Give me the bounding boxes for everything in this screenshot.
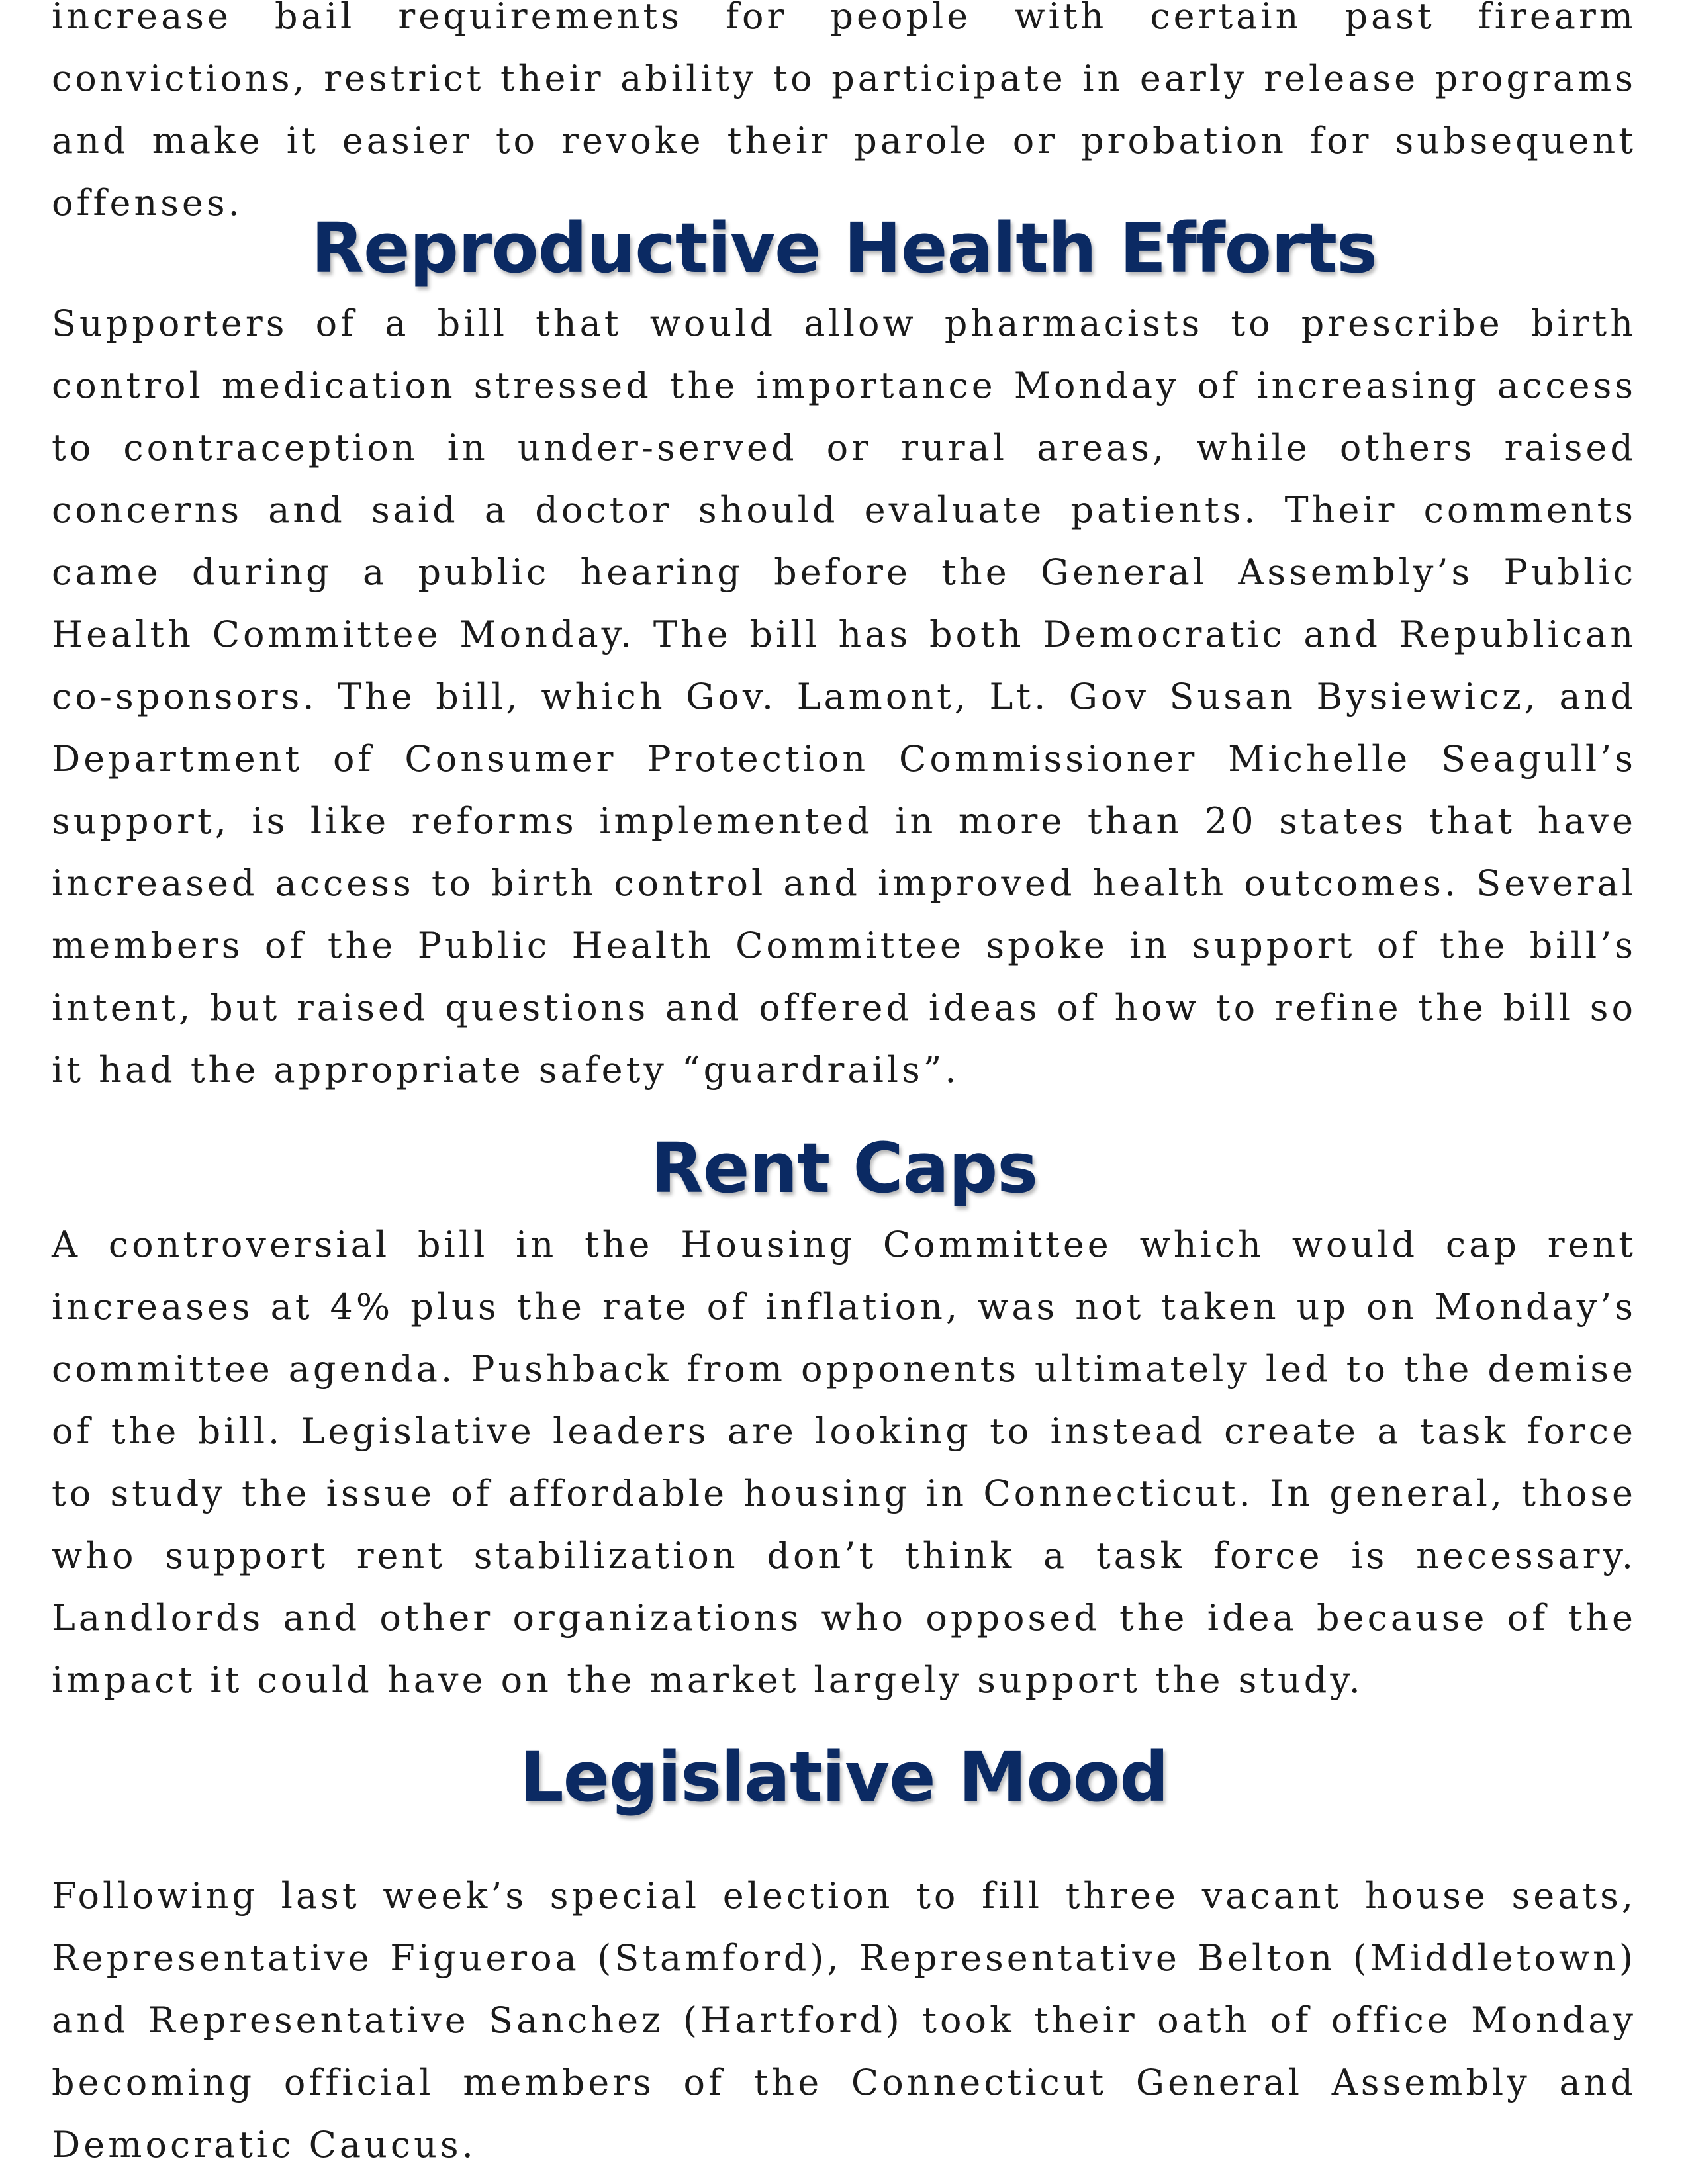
section-body-rent-caps: A controversial bill in the Housing Committee which would cap rent increases at 4% plus the rate of inflation, was not taken up on Monday’s committee agenda. Pushback from opponents ultimately led to the demise of the bill. Legislative leaders are looking to instead create a task force to study the issue of affordable housing in Connecticut. In general, those who support rent stabilization don’t think a task force is necessary. Landlords and other organizations who opposed the idea because of the impact it could have on the market largely support the study. <box>52 1224 1636 1701</box>
section-body-legislative-mood: Following last week’s special election to fill three vacant house seats, Representative Figueroa (Stamford), Representative Belton (Middletown) and Representative Sanchez (Hartford) took their oath of office Monday becoming official members of the Connecticut General Assembly and Democratic Caucus. <box>52 1875 1636 2165</box>
intro-paragraph: increase bail requirements for people with certain past firearm convictions, restrict their ability to participate in early release programs and make it easier to revoke their parole or probation for subsequent offenses. <box>52 0 1636 224</box>
section-body-reproductive-health: Supporters of a bill that would allow pharmacists to prescribe birth control medication stressed the importance Monday of increasing access to contraception in under-served or rural areas, while others raised concerns and said a doctor should evaluate patients. Their comments came during a public hearing before the General Assembly’s Public Health Committee Monday. The bill has both Democratic and Republican co-sponsors. The bill, which Gov. Lamont, Lt. Gov Susan Bysiewicz, and Department of Consumer Protection Commissioner Michelle Seagull’s support, is like reforms implemented in more than 20 states that have increased access to birth control and improved health outcomes. Several members of the Public Health Committee spoke in support of the bill’s intent, but raised questions and offered ideas of how to refine the bill so it had the appropriate safety “guardrails”. <box>52 302 1636 1091</box>
section-heading-reproductive-health: Reproductive Health Efforts <box>310 208 1378 289</box>
section-heading-legislative-mood: Legislative Mood <box>520 1737 1168 1817</box>
section-heading-rent-caps: Rent Caps <box>650 1128 1038 1208</box>
